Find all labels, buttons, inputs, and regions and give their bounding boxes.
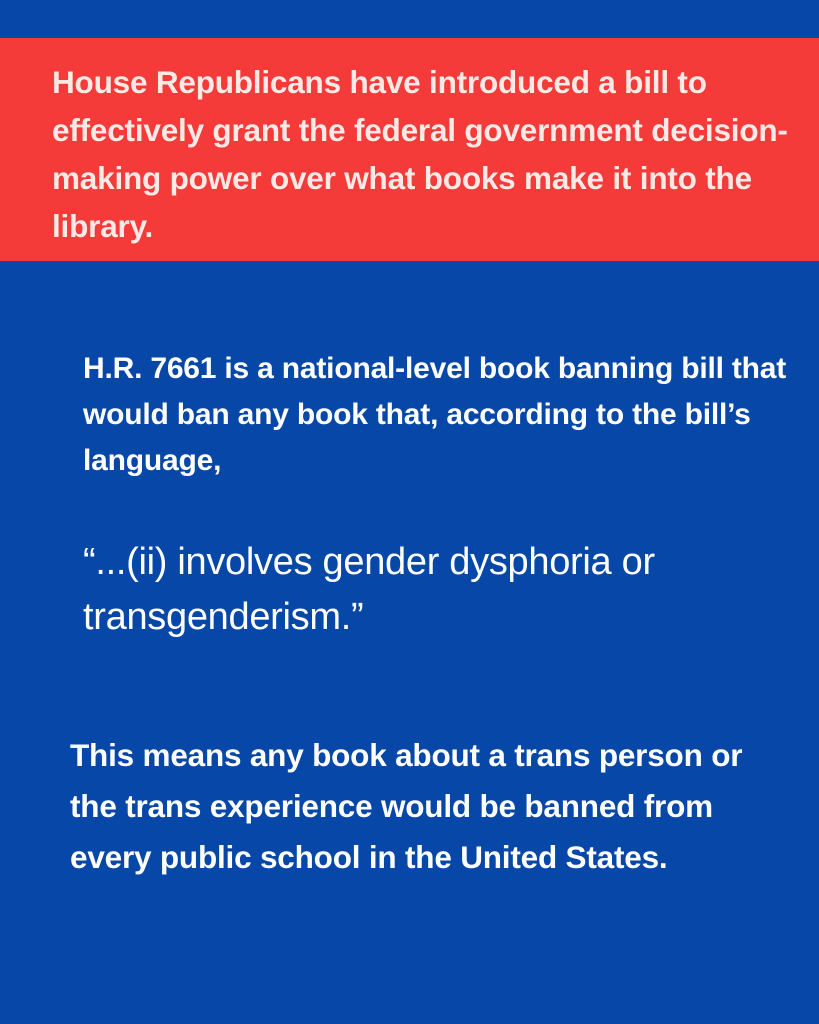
bill-description: H.R. 7661 is a national-level book banning bill that would ban any book that, according to the bill’s language, bbox=[83, 352, 787, 477]
bill-quote: “...(ii) involves gender dysphoria or transgenderism.” bbox=[83, 541, 655, 638]
headline-text: House Republicans have introduced a bill to effectively grant the federal government decision-making power over what books make it into the library. bbox=[52, 64, 788, 244]
conclusion-text: This means any book about a trans person or the trans experience would be banned from every public school in the United States. bbox=[70, 737, 743, 875]
